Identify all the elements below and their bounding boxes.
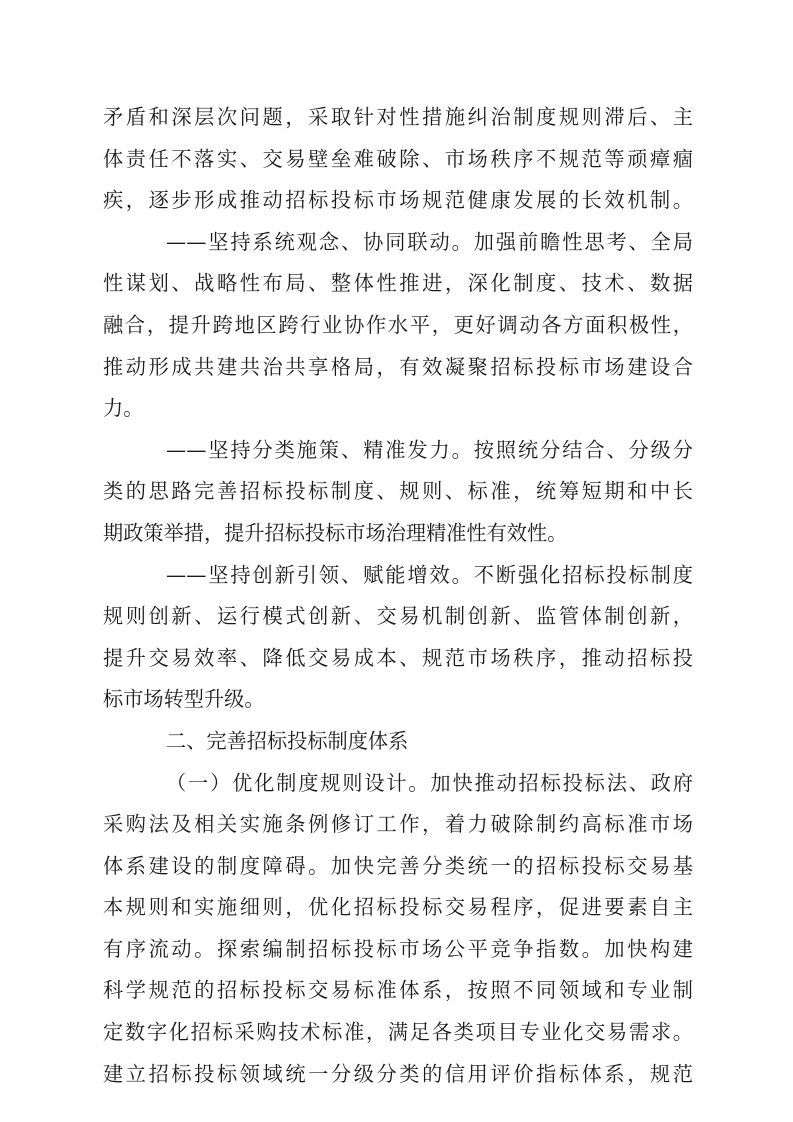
- text-line: 类的思路完善招标投标制度、规则、标准，统筹短期和中长: [103, 479, 693, 504]
- text-line: ——坚持创新引领、赋能增效。不断强化招标投标制度: [166, 562, 693, 587]
- text-line: 二、完善招标投标制度体系: [166, 728, 409, 753]
- text-line: 体系建设的制度障碍。加快完善分类统一的招标投标交易基: [103, 853, 693, 878]
- text-line: 融合，提升跨地区跨行业协作水平，更好调动各方面积极性，: [103, 312, 693, 337]
- body-text: [103, 97, 693, 1095]
- text-line: 力。: [103, 396, 144, 421]
- text-line: 有序流动。探索编制招标投标市场公平竞争指数。加快构建: [103, 936, 693, 961]
- text-line: 提升交易效率、降低交易成本、规范市场秩序，推动招标投: [103, 645, 693, 670]
- text-line: 体责任不落实、交易壁垒难破除、市场秩序不规范等顽瘴痼: [103, 146, 693, 171]
- text-line: 科学规范的招标投标交易标准体系，按照不同领域和专业制: [103, 978, 693, 1003]
- text-line: 本规则和实施细则，优化招标投标交易程序，促进要素自主: [103, 895, 693, 920]
- text-line: 期政策举措，提升招标投标市场治理精准性有效性。: [103, 520, 568, 545]
- text-line: 采购法及相关实施条例修订工作，着力破除制约高标准市场: [103, 812, 693, 837]
- text-line: （一）优化制度规则设计。加快推动招标投标法、政府: [166, 770, 693, 795]
- text-line: 性谋划、战略性布局、整体性推进，深化制度、技术、数据: [103, 271, 693, 296]
- text-line: 建立招标投标领域统一分级分类的信用评价指标体系，规范: [103, 1061, 693, 1086]
- text-line: ——坚持系统观念、协同联动。加强前瞻性思考、全局: [166, 229, 693, 254]
- text-line: 规则创新、运行模式创新、交易机制创新、监管体制创新，: [103, 604, 693, 629]
- text-line: 标市场转型升级。: [103, 687, 265, 712]
- text-line: 疾，逐步形成推动招标投标市场规范健康发展的长效机制。: [103, 188, 693, 213]
- text-line: 矛盾和深层次问题，采取针对性措施纠治制度规则滞后、主: [103, 105, 693, 129]
- text-line: ——坚持分类施策、精准发力。按照统分结合、分级分: [166, 437, 693, 462]
- text-line: 推动形成共建共治共享格局，有效凝聚招标投标市场建设合: [103, 354, 693, 379]
- text-line: 定数字化招标采购技术标准，满足各类项目专业化交易需求。: [103, 1020, 693, 1045]
